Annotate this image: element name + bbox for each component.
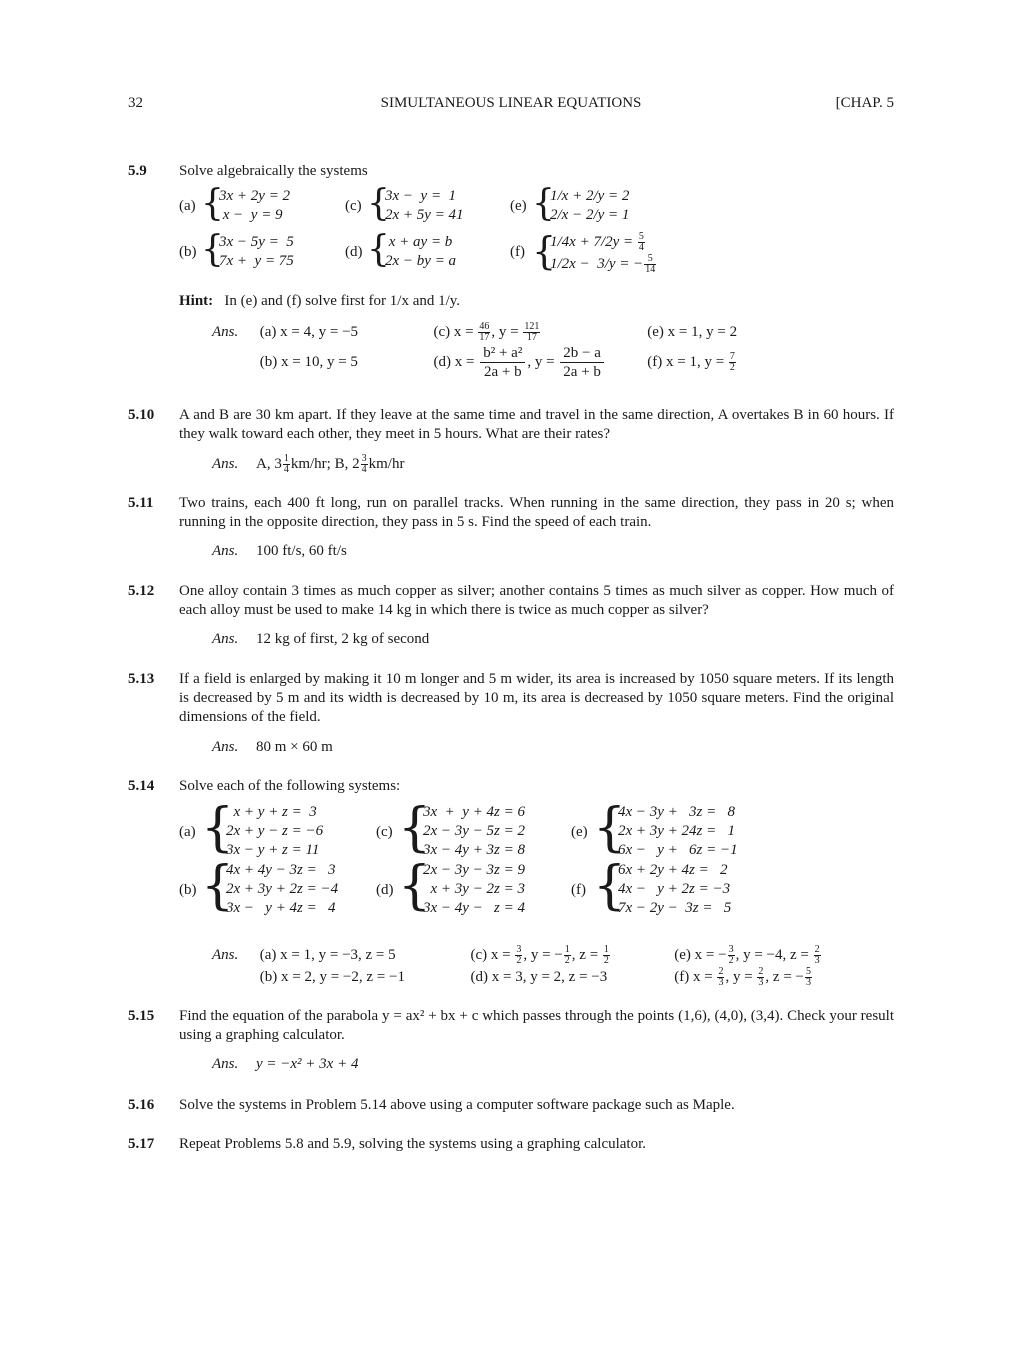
answer: Ans. (a) x = 4, y = −5 (c) x = $\frac{46}{17}$ , y = $\frac{121}{17}$ (e) x = 1, y = 2 bbox=[212, 321, 738, 343]
running-header bbox=[128, 94, 894, 114]
system-equations: x + ay = b 2x − by = a bbox=[385, 234, 457, 269]
answer: Ans. (a) x = 1, y = −3, z = 5 (c) x = $\frac{3}{2}$ , y = − $\frac{1}{2}$ , z = $\frac{1}{2}$ (e) x = − $\frac{3}{2}$ , y = −4, z = $\frac{2}{3}$ bbox=[212, 944, 820, 966]
answer-row-2: (b) x = 2, y = −2, z = −1 (d) x = 3, y = 2, z = −3 (f) x = $\frac{2}{3}$ , y = $\frac{2}{3}$ , z = − $\frac{5}{3}$ bbox=[259, 966, 811, 988]
answer: Ans. 12 kg of first, 2 kg of second bbox=[212, 631, 430, 647]
problem-statement: Solve algebraically the systems bbox=[179, 163, 368, 179]
page-number: 32 bbox=[128, 95, 143, 111]
problem-5-13: 5.13 If a field is enlarged by making it 10 m longer and 5 m wider, its area is increased by 1050 square meters. If its length is decreased by 5 m and its width is decreased by 10 m, its area is decreased by 1050 square meters. Find the original dimensions of the field. Ans. 80 m × 60 m bbox=[128, 671, 894, 755]
problem-5-12: 5.12 One alloy contain 3 times as much copper as silver; another contains 5 times as much silver as copper. How much of each alloy must be used to make 14 kg in which there is twice as much copper as silver? Ans. 12 kg of first, 2 kg of second bbox=[128, 583, 894, 647]
system-equations: 1/4x + 7/2y = $\frac{5}{4}$ 1/2x − 3/y = − $\frac{5}{14}$ bbox=[550, 231, 656, 276]
system-equations: 1/x + 2/y = 2 2/x − 2/y = 1 bbox=[550, 188, 630, 223]
chapter-title: SIMULTANEOUS LINEAR EQUATIONS bbox=[380, 95, 642, 111]
problem-5-17: 5.17 Repeat Problems 5.8 and 5.9, solving the systems using a graphing calculator. bbox=[128, 1136, 647, 1152]
system-equations: 3x − y = 1 2x + 5y = 41 bbox=[385, 188, 464, 223]
system-equations: 3x + 2y = 2 x − y = 9 bbox=[219, 188, 291, 223]
answer: Ans. 80 m × 60 m bbox=[212, 739, 333, 755]
answer: Ans. 100 ft/s, 60 ft/s bbox=[212, 543, 347, 559]
answer-row-2: (b) x = 10, y = 5 (d) x = $\frac{\text{b² + a²}}{2a + b}$ , y = $\frac{2b - a}{2a + b}$ (f) x = 1, y = $\frac{7}{2}$ bbox=[259, 345, 735, 380]
problem-5-10: 5.10 A and B are 30 km apart. If they leave at the same time and travel in the same direction, A overtakes B in 60 hours. If they walk toward each other, they meet in 5 hours. What are their rates? Ans. A, 3 $\frac{1}{4}$ km/hr; B, 2 $\frac{3}{4}$ km/hr bbox=[128, 407, 894, 475]
chapter-label: [CHAP. 5 bbox=[835, 95, 894, 111]
problem-number: 5.9 bbox=[128, 163, 147, 179]
answer: Ans. y = −x² + 3x + 4 bbox=[212, 1056, 359, 1072]
hint: Hint: In (e) and (f) solve first for 1/x and 1/y. bbox=[179, 293, 461, 309]
problem-5-15: 5.15 Find the equation of the parabola y = ax² + bx + c which passes through the points (1,6), (4,0), (3,4). Check your result using a graphing calculator. Ans. y = −x² + 3x + 4 bbox=[128, 1008, 894, 1072]
answer: Ans. A, 3 $\frac{1}{4}$ km/hr; B, 2 $\frac{3}{4}$ km/hr bbox=[212, 453, 405, 475]
problem-5-9: 5.9 Solve algebraically the systems (a) { 3x + 2y = 2 x − y = 9 (c) { 3x − y = 1 2x + 5y = 41 (e) { 1/x + 2/y = 2 2/x − 2/y = 1 (b) { 3x − 5y = 5 7x + y = 75 (d) { x + ay = b 2x − by = a (f) { 1/4x + 7/2y = $\frac{5}{4}$ 1/2x − 3/y = − $\frac{5}{14}$ Hint: In (e) and (f) solve first for 1/x and 1/y. Ans. (a) x = 4, y = −5 (c) x = $\frac{46}{17}$ , y = $\frac{121}{17}$ (e) x = 1, y = 2 (b) x = 10, y = 5 (d) x = $\frac{\text{b² + a²}}{2a + b}$ , y = $\frac{2b - a}{2a + b}$ (f) x = 1, y = $\frac{7}{2}$ bbox=[128, 162, 894, 392]
problem-5-14: 5.14 Solve each of the following systems: (a) { x + y + z = 3 2x + y − z = −6 3x − y + z = 11 (c) { 3x + y + 4z = 6 2x − 3y − 5z = 2 3x − 4y + 3z = 8 (e) { 4x − 3y + 3z = 8 2x + 3y + 24z = 1 6x − y + 6z = −1 (b) { 4x + 4y − 3z = 3 2x + 3y + 2z = −4 3x − y + 4z = 4 (d) { 2x − 3y − 3z = 9 x + 3y − 2z = 3 3x − 4y − z = 4 (f) { 6x + 2y + 4z = 2 4x − y + 2z = −3 7x − 2y − 3z = 5 Ans. (a) x = 1, y = −3, z = 5 (c) x = $\frac{3}{2}$ , y = − $\frac{1}{2}$ , z = $\frac{1}{2}$ (e) x = − $\frac{3}{2}$ , y = −4, z = $\frac{2}{3}$ (b) x = 2, y = −2, z = −1 (d) x = 3, y = 2, z = −3 (f) x = $\frac{2}{3}$ , y = $\frac{2}{3}$ , z = − $\frac{5}{3}$ bbox=[128, 778, 820, 988]
system-equations: 3x − 5y = 5 7x + y = 75 bbox=[219, 234, 294, 269]
problem-5-11: 5.11 Two trains, each 400 ft long, run on parallel tracks. When running in the same direction, they pass in 20 s; when running in the opposite direction, they pass in 5 s. Find the speed of each train. Ans. 100 ft/s, 60 ft/s bbox=[128, 495, 894, 559]
problem-5-16: 5.16 Solve the systems in Problem 5.14 above using a computer software package such as Maple. bbox=[128, 1097, 735, 1113]
